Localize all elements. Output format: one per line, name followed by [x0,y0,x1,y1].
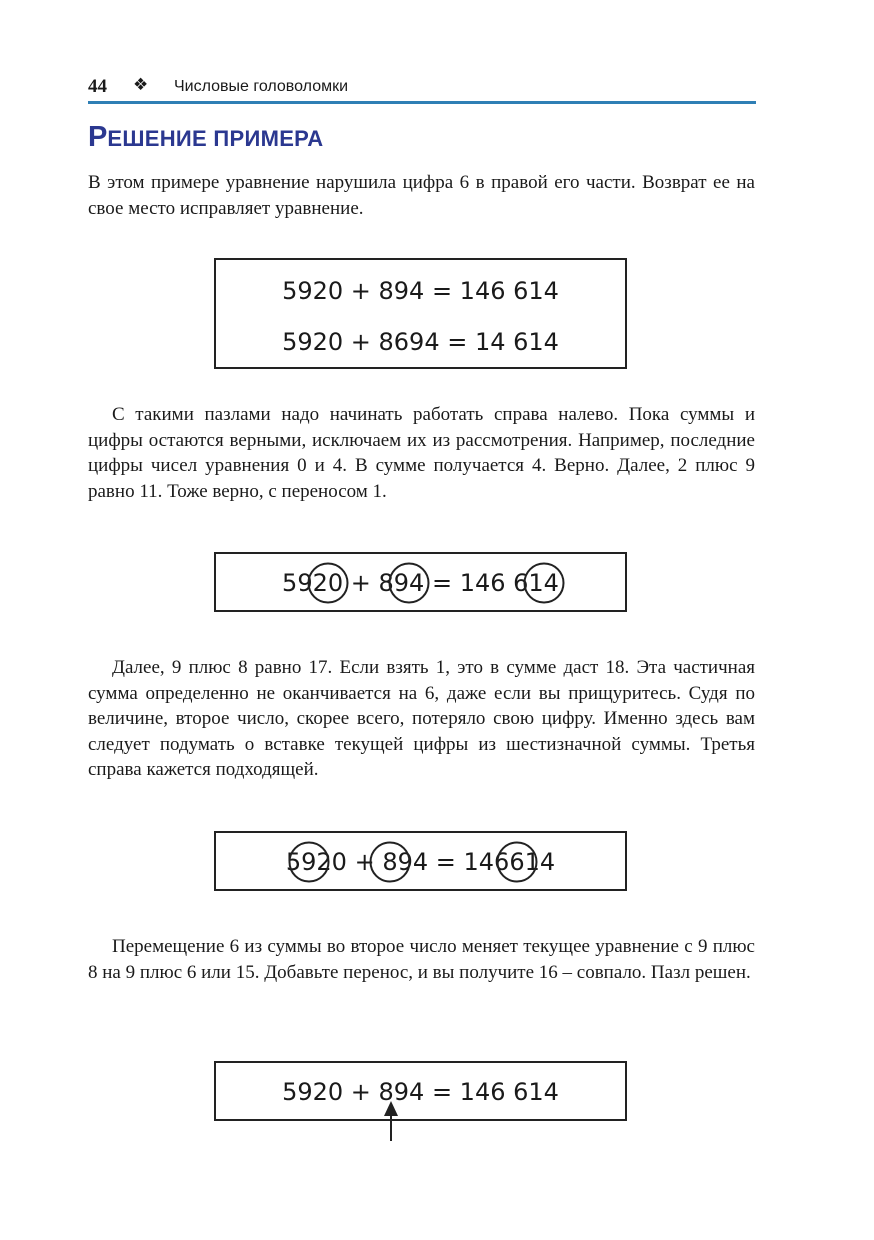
section-title: РЕШЕНИЕ ПРИМЕРА [88,121,324,153]
page-number: 44 [88,76,107,97]
paragraph-method: С такими пазлами надо начинать работать справа налево. Пока суммы и цифры остаются верными, исключаем их из рассмотрения. Например, последние цифры чисел уравнения 0 и 4. В сумме получается 4. Верно. Далее, 2 плюс 9 равно 11. Тоже верно, с переносом 1. [88,404,755,502]
circled-digit-3: 6 [509,848,525,876]
equation-box-1 [214,258,627,369]
paragraph-analysis: Далее, 9 плюс 8 равно 17. Если взять 1, это в сумме даст 18. Эта частичная сумма определенно не оканчивается на 6, даже если вы прищуритесь. Судя по величине, второе число, скорее всего, потеряло свою цифру. Именно здесь вам следует подумать о вставке текущей цифры из шестизначной суммы. Третья справа кажется подходящей. [88,657,755,781]
header-rule [88,101,756,104]
alternate-equation: 5920 + 8694 = 14 614 [282,328,559,356]
equation-box-2 [214,552,627,612]
circled-digit-2: 8 [382,848,398,876]
circled-digits-3: 14 [528,569,559,597]
running-title: Числовые головоломки [174,78,349,95]
paragraph-solution: Перемещение 6 из суммы во второе число меняет текущее уравнение с 9 плюс 8 на 9 плюс 6 или 15. Добавьте перенос, и вы получите 16 – совпало. Пазл решен. [88,936,755,983]
equation-box-3 [214,831,627,891]
circled-digits-2: 94 [393,569,425,597]
solved-equation: 5920 + 894 = 146 614 [282,1078,559,1106]
wrong-equation: 5920 + 894 = 146 614 [282,277,559,305]
up-arrow-icon [389,1101,393,1141]
circled-digits-1: 20 [312,569,344,597]
circled-digit-1: 9 [301,848,317,876]
ornament-icon: ❖ [133,75,149,95]
equation-circled-endings: 5920 + 894 = 146 614 [282,569,559,597]
equation-box-4 [214,1061,627,1121]
paragraph-intro: В этом примере уравнение нарушила цифра 6 в правой его части. Возврат ее на свое место исправляет уравнение. [88,172,755,219]
page-header [88,76,755,102]
equation-circled-digits: 5920 + 894 = 146614 [285,848,556,876]
